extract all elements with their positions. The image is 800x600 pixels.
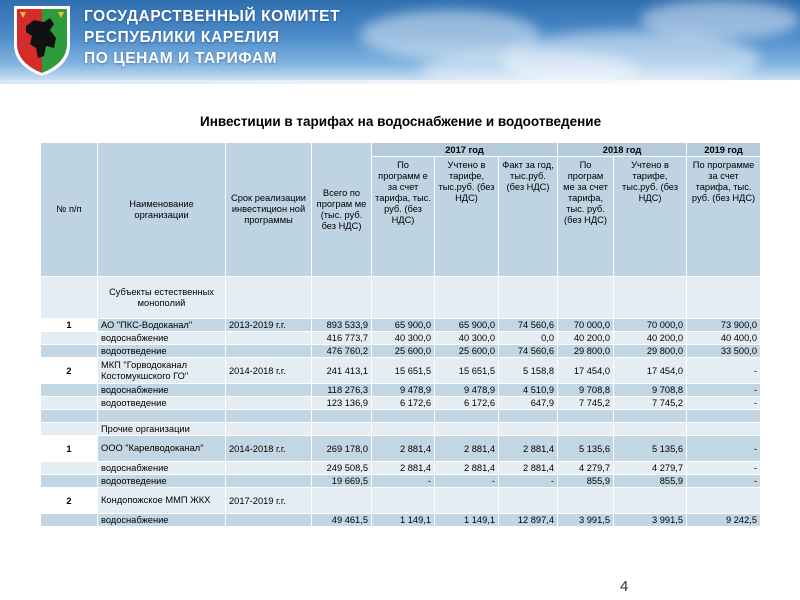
cell-total: 49 461,5 <box>312 514 372 527</box>
cell-name: водоотведение <box>98 345 226 358</box>
table-row <box>41 384 761 397</box>
table-row <box>41 277 761 319</box>
cell-num <box>41 462 98 475</box>
cell-v1 <box>372 277 435 319</box>
table-row <box>41 423 761 436</box>
header-banner <box>0 0 800 80</box>
cell-v4 <box>558 488 614 514</box>
cell-total: 416 773,7 <box>312 332 372 345</box>
cell-num <box>41 332 98 345</box>
cell-total <box>312 488 372 514</box>
cell-v4: 9 708,8 <box>558 384 614 397</box>
cell-name: водоснабжение <box>98 462 226 475</box>
cell-name: АО "ПКС-Водоканал" <box>98 319 226 332</box>
cell-name: МКП "Горводоканал Костомукшского ГО" <box>98 358 226 384</box>
table-row <box>41 514 761 527</box>
cell-name: водоотведение <box>98 397 226 410</box>
cell-total: 123 136,9 <box>312 397 372 410</box>
cell-num: 1 <box>41 436 98 462</box>
cell-v6: - <box>687 358 761 384</box>
cell-v4 <box>558 410 614 423</box>
table-row <box>41 319 761 332</box>
cell-num <box>41 410 98 423</box>
cell-v2: 2 881,4 <box>435 436 499 462</box>
cell-v3: 4 510,9 <box>499 384 558 397</box>
cell-v2: 2 881,4 <box>435 462 499 475</box>
cell-term <box>226 514 312 527</box>
cell-name: водоотведение <box>98 475 226 488</box>
slide-title: Инвестиции в тарифах на водоснабжение и водоотведение <box>200 114 602 129</box>
cell-name: водоснабжение <box>98 514 226 527</box>
cell-term: 2014-2018 г.г. <box>226 358 312 384</box>
cell-v6: - <box>687 384 761 397</box>
cell-v2 <box>435 410 499 423</box>
cell-total: 249 508,5 <box>312 462 372 475</box>
cell-name: водоснабжение <box>98 384 226 397</box>
cell-term <box>226 277 312 319</box>
cell-v5: 7 745,2 <box>614 397 687 410</box>
organization-name-line-3: ПО ЦЕНАМ И ТАРИФАМ <box>84 50 278 67</box>
col-header-2017-program: По программ е за счет тарифа, тыс. руб. (без НДС) <box>372 157 435 277</box>
cell-v4: 17 454,0 <box>558 358 614 384</box>
cell-v5: 9 708,8 <box>614 384 687 397</box>
cell-v2: 25 600,0 <box>435 345 499 358</box>
col-header-2019: 2019 год <box>687 143 761 157</box>
cell-v6: 40 400,0 <box>687 332 761 345</box>
karelia-coat-of-arms-icon <box>10 2 74 78</box>
cell-total <box>312 410 372 423</box>
table-row <box>41 488 761 514</box>
col-header-2019-program: По программе за счет тарифа, тыс. руб. (без НДС) <box>687 157 761 277</box>
col-header-term: Срок реализации инвестицион ной программы <box>226 143 312 277</box>
page-number: 4 <box>620 578 629 595</box>
col-header-2018-program: По програм ме за счет тарифа, тыс. руб. (без НДС) <box>558 157 614 277</box>
cell-v5: 17 454,0 <box>614 358 687 384</box>
cell-num <box>41 475 98 488</box>
cell-name: Кондопожское ММП ЖКХ <box>98 488 226 514</box>
cell-term <box>226 397 312 410</box>
table-row <box>41 332 761 345</box>
cell-v1 <box>372 488 435 514</box>
cell-v3: 647,9 <box>499 397 558 410</box>
cell-v3: 12 897,4 <box>499 514 558 527</box>
cell-v6: - <box>687 436 761 462</box>
table-row <box>41 462 761 475</box>
cell-term <box>226 423 312 436</box>
col-header-2017: 2017 год <box>372 143 558 157</box>
col-header-name: Наименование организации <box>98 143 226 277</box>
cell-v3: - <box>499 475 558 488</box>
cell-v2: 15 651,5 <box>435 358 499 384</box>
cell-term: 2017-2019 г.г. <box>226 488 312 514</box>
cell-v3: 5 158,8 <box>499 358 558 384</box>
cell-v6 <box>687 410 761 423</box>
cell-v4: 70 000,0 <box>558 319 614 332</box>
table-row <box>41 358 761 384</box>
cell-term: 2014-2018 г.г. <box>226 436 312 462</box>
col-header-total: Всего по програм ме (тыс. руб. без НДС) <box>312 143 372 277</box>
table-row <box>41 397 761 410</box>
cell-v5: 70 000,0 <box>614 319 687 332</box>
cell-v5 <box>614 423 687 436</box>
cell-v4: 29 800,0 <box>558 345 614 358</box>
cell-v1: 2 881,4 <box>372 436 435 462</box>
cell-v6 <box>687 423 761 436</box>
cell-total <box>312 423 372 436</box>
col-header-2017-tariff: Учтено в тарифе, тыс.руб. (без НДС) <box>435 157 499 277</box>
cell-term <box>226 475 312 488</box>
cell-total: 19 669,5 <box>312 475 372 488</box>
cell-v2 <box>435 423 499 436</box>
cell-num: 2 <box>41 358 98 384</box>
cell-num <box>41 345 98 358</box>
header-divider <box>0 80 800 84</box>
cell-v6: - <box>687 475 761 488</box>
cell-name <box>98 410 226 423</box>
col-header-2018: 2018 год <box>558 143 687 157</box>
cell-v5: 3 991,5 <box>614 514 687 527</box>
table-row <box>41 436 761 462</box>
table-row <box>41 410 761 423</box>
cell-v1: 25 600,0 <box>372 345 435 358</box>
cell-v4: 40 200,0 <box>558 332 614 345</box>
cell-v3: 2 881,4 <box>499 436 558 462</box>
cell-term <box>226 462 312 475</box>
cell-total: 118 276,3 <box>312 384 372 397</box>
cell-v2: - <box>435 475 499 488</box>
investments-table <box>40 142 761 527</box>
cell-v2: 65 900,0 <box>435 319 499 332</box>
table-row <box>41 475 761 488</box>
cell-name: ООО "Карелводоканал" <box>98 436 226 462</box>
cell-v2: 1 149,1 <box>435 514 499 527</box>
cell-v5 <box>614 410 687 423</box>
cell-v1: 2 881,4 <box>372 462 435 475</box>
cell-v5: 40 200,0 <box>614 332 687 345</box>
cell-v1: 15 651,5 <box>372 358 435 384</box>
cell-v5 <box>614 277 687 319</box>
cell-v5: 5 135,6 <box>614 436 687 462</box>
cell-total: 241 413,1 <box>312 358 372 384</box>
cell-total: 893 533,9 <box>312 319 372 332</box>
cell-v3: 74 560,6 <box>499 319 558 332</box>
cell-term <box>226 384 312 397</box>
cell-v2 <box>435 277 499 319</box>
cell-v2: 40 300,0 <box>435 332 499 345</box>
cell-total: 476 760,2 <box>312 345 372 358</box>
cell-v1 <box>372 410 435 423</box>
cell-v4: 4 279,7 <box>558 462 614 475</box>
cell-num <box>41 384 98 397</box>
cell-v5: 855,9 <box>614 475 687 488</box>
cell-v1 <box>372 423 435 436</box>
cell-v5: 4 279,7 <box>614 462 687 475</box>
cell-term <box>226 345 312 358</box>
cell-name: Прочие организации <box>98 423 226 436</box>
cell-v3: 2 881,4 <box>499 462 558 475</box>
cell-v6: - <box>687 462 761 475</box>
cell-name: Субъекты естественных монополий <box>98 277 226 319</box>
cell-name: водоснабжение <box>98 332 226 345</box>
cell-term: 2013-2019 г.г. <box>226 319 312 332</box>
cell-v2: 9 478,9 <box>435 384 499 397</box>
col-header-2017-fact: Факт за год, тыс.руб. (без НДС) <box>499 157 558 277</box>
cell-num <box>41 397 98 410</box>
table-row <box>41 345 761 358</box>
cell-v3: 74 560,6 <box>499 345 558 358</box>
cell-v3 <box>499 423 558 436</box>
cell-v6: 73 900,0 <box>687 319 761 332</box>
cell-v4 <box>558 277 614 319</box>
cell-v6 <box>687 277 761 319</box>
cell-num <box>41 514 98 527</box>
cell-term <box>226 332 312 345</box>
cell-num <box>41 277 98 319</box>
cell-total <box>312 277 372 319</box>
cell-num: 1 <box>41 319 98 332</box>
cell-v4: 855,9 <box>558 475 614 488</box>
organization-name-line-1: ГОСУДАРСТВЕННЫЙ КОМИТЕТ <box>84 8 341 25</box>
cell-num <box>41 423 98 436</box>
cell-v4: 3 991,5 <box>558 514 614 527</box>
cell-v4: 7 745,2 <box>558 397 614 410</box>
cell-v1: 65 900,0 <box>372 319 435 332</box>
col-header-number: № п/п <box>41 143 98 277</box>
organization-name-line-2: РЕСПУБЛИКИ КАРЕЛИЯ <box>84 29 280 46</box>
cell-v3 <box>499 410 558 423</box>
cell-v2: 6 172,6 <box>435 397 499 410</box>
cell-v1: 6 172,6 <box>372 397 435 410</box>
cell-v6: 9 242,5 <box>687 514 761 527</box>
cell-num: 2 <box>41 488 98 514</box>
cell-v4 <box>558 423 614 436</box>
cell-total: 269 178,0 <box>312 436 372 462</box>
cell-v1: 1 149,1 <box>372 514 435 527</box>
cell-v5 <box>614 488 687 514</box>
cell-v6: - <box>687 397 761 410</box>
cell-v5: 29 800,0 <box>614 345 687 358</box>
cell-v3: 0,0 <box>499 332 558 345</box>
col-header-2018-tariff: Учтено в тарифе, тыс.руб. (без НДС) <box>614 157 687 277</box>
cell-v2 <box>435 488 499 514</box>
cell-v4: 5 135,6 <box>558 436 614 462</box>
cell-v3 <box>499 277 558 319</box>
cell-v1: 9 478,9 <box>372 384 435 397</box>
organization-name <box>84 6 424 69</box>
cell-v1: 40 300,0 <box>372 332 435 345</box>
cell-v6 <box>687 488 761 514</box>
cell-v3 <box>499 488 558 514</box>
cell-v1: - <box>372 475 435 488</box>
cell-v6: 33 500,0 <box>687 345 761 358</box>
cell-term <box>226 410 312 423</box>
